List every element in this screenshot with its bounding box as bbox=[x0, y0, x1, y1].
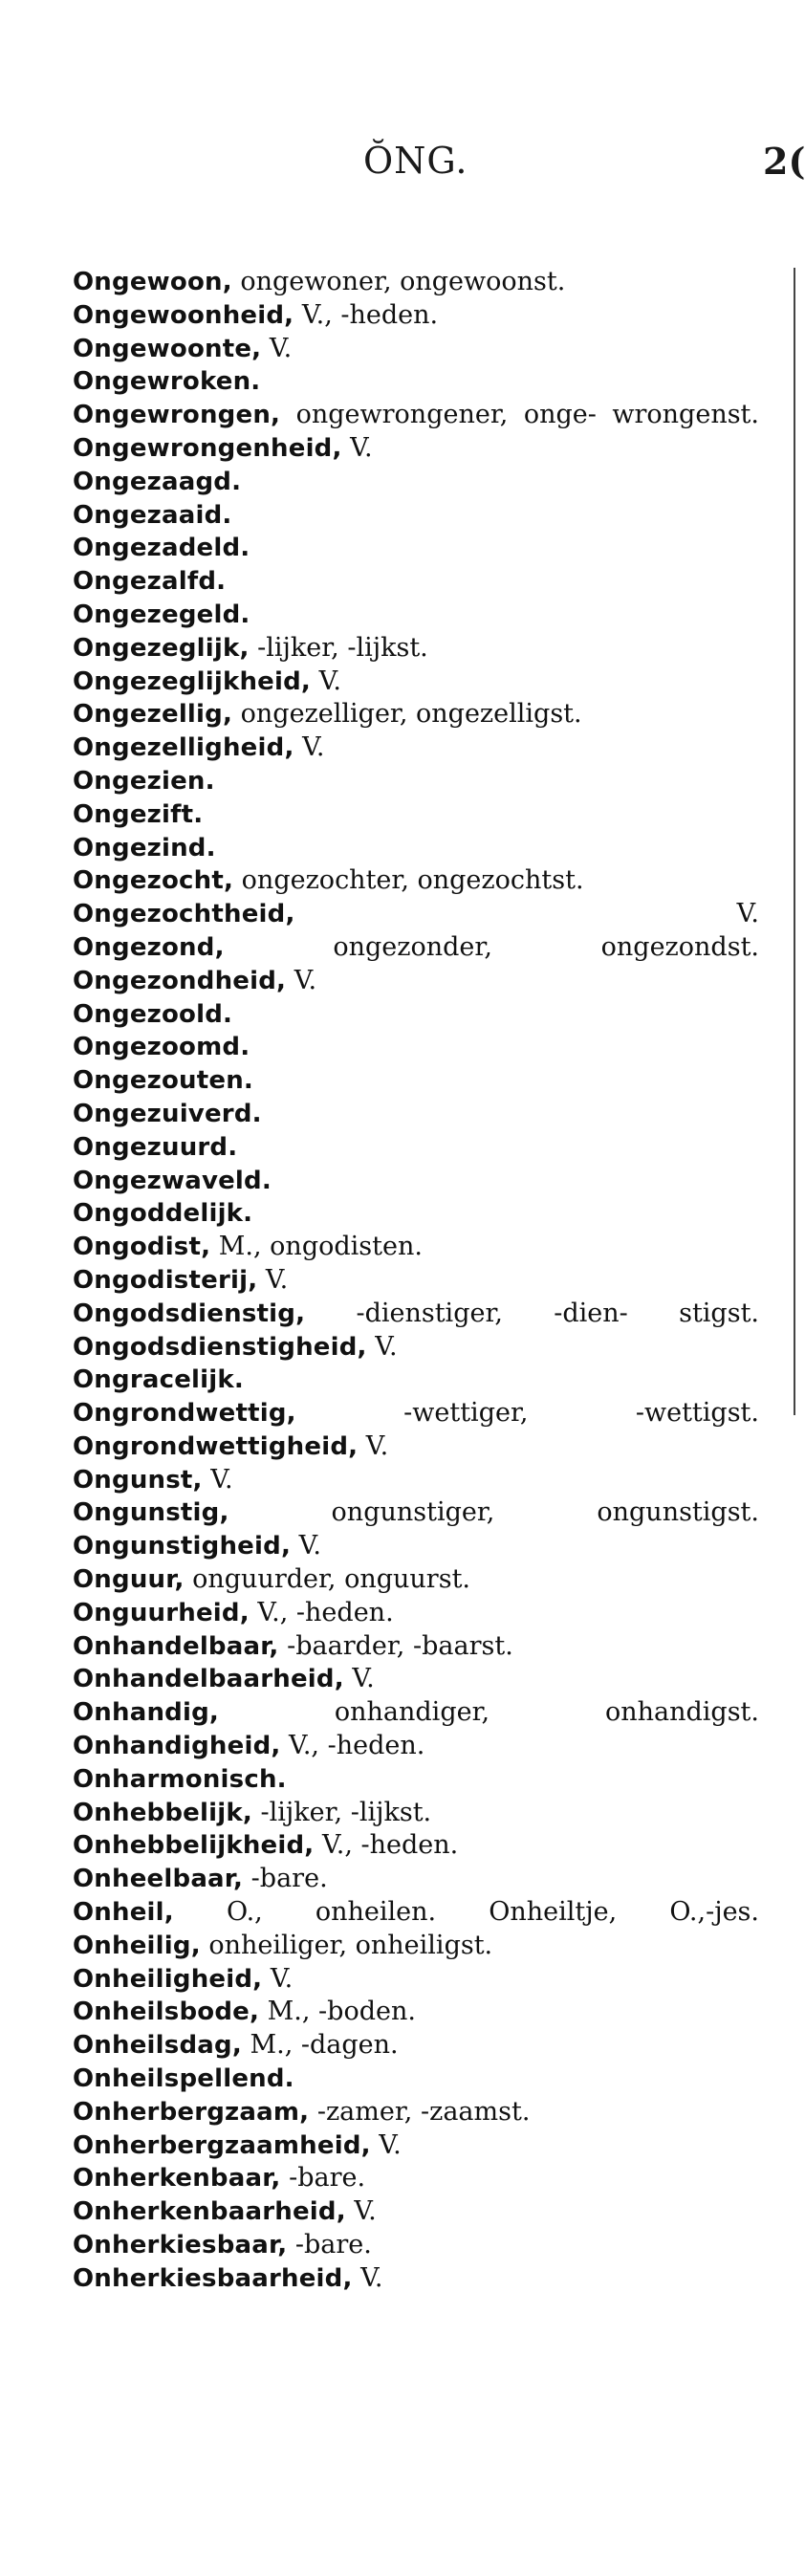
entry-headword: Onherbergzaam, bbox=[73, 2097, 310, 2127]
entry-inflection: ongunstiger, ongunstigst. bbox=[228, 1497, 759, 1528]
dictionary-entry bbox=[73, 1464, 759, 1497]
dictionary-entry bbox=[73, 864, 759, 898]
dictionary-entry bbox=[73, 365, 759, 399]
dictionary-entry bbox=[73, 1663, 759, 1696]
entry-headword: Ongewrongen, bbox=[73, 401, 281, 430]
entry-headword: Ongunstigheid, bbox=[73, 1532, 292, 1561]
entry-headword: Ongezadeld. bbox=[73, 534, 250, 563]
entry-headword: Onharmonisch. bbox=[73, 1764, 287, 1794]
dictionary-entry bbox=[73, 2096, 759, 2129]
dictionary-entry bbox=[73, 1696, 759, 1730]
entry-headword: Onherkenbaar, bbox=[73, 2164, 281, 2194]
entry-inflection: V., -heden. bbox=[280, 1731, 425, 1761]
entry-headword: Onhandelbaar, bbox=[73, 1631, 279, 1661]
dictionary-entry bbox=[73, 1364, 759, 1397]
entry-inflection: V. bbox=[294, 899, 759, 929]
dictionary-entry bbox=[73, 1829, 759, 1863]
dictionary-entry bbox=[73, 2029, 759, 2063]
dictionary-entry bbox=[73, 698, 759, 731]
entry-headword: Onheilspellend. bbox=[73, 2064, 294, 2094]
entry-inflection: -bare. bbox=[243, 1864, 328, 1894]
dictionary-entry bbox=[73, 1264, 759, 1298]
entry-inflection: V., -heden. bbox=[294, 299, 439, 330]
page-number: 2( bbox=[763, 140, 805, 183]
entry-headword: Ongewoonte, bbox=[73, 334, 262, 363]
entry-inflection: V. bbox=[202, 1464, 233, 1495]
entry-headword: Ongrondwettig, bbox=[73, 1399, 296, 1429]
entry-headword: Ongoddelijk. bbox=[73, 1199, 253, 1229]
dictionary-entry bbox=[73, 2262, 759, 2296]
running-head: ŎNG. bbox=[363, 140, 468, 182]
entry-inflection: -lijker, -lijkst. bbox=[251, 1797, 432, 1827]
entry-inflection: ongezonder, ongezondst. bbox=[224, 931, 759, 962]
entry-inflection: ongewrongener, onge- wrongenst. bbox=[280, 400, 759, 430]
entry-headword: Ongodisterij, bbox=[73, 1265, 258, 1295]
entry-inflection: V. bbox=[257, 1264, 289, 1295]
entry-inflection: ongezelliger, ongezelligst. bbox=[232, 699, 582, 730]
dictionary-entry bbox=[73, 632, 759, 666]
dictionary-entry bbox=[73, 1930, 759, 1963]
dictionary-entry bbox=[73, 1496, 759, 1530]
dictionary-entry bbox=[73, 1963, 759, 1997]
entry-headword: Ongezwaveld. bbox=[73, 1166, 272, 1195]
entry-headword: Ongodsdienstigheid, bbox=[73, 1332, 367, 1362]
entry-headword: Ongezellig, bbox=[73, 700, 233, 730]
dictionary-entry bbox=[73, 1630, 759, 1664]
dictionary-entry bbox=[73, 1031, 759, 1064]
entry-headword: Ongezien. bbox=[73, 766, 215, 796]
entry-inflection: onguurder, onguurst. bbox=[184, 1564, 470, 1595]
entry-inflection: onhandiger, onhandigst. bbox=[219, 1697, 759, 1728]
entry-headword: Ongezuurd. bbox=[73, 1132, 238, 1162]
dictionary-entry bbox=[73, 731, 759, 765]
dictionary-entry bbox=[73, 1797, 759, 1830]
entry-headword: Ongezift. bbox=[73, 799, 204, 829]
entry-inflection: V. bbox=[262, 1963, 294, 1994]
dictionary-entry bbox=[73, 1231, 759, 1264]
dictionary-entry bbox=[73, 1863, 759, 1896]
entry-inflection: V. bbox=[343, 1664, 375, 1694]
dictionary-entry bbox=[73, 532, 759, 565]
entry-headword: Ongodsdienstig, bbox=[73, 1299, 306, 1328]
dictionary-entry bbox=[73, 998, 759, 1032]
dictionary-entry bbox=[73, 798, 759, 832]
entry-headword: Onheilsdag, bbox=[73, 2031, 242, 2061]
entry-inflection: V. bbox=[345, 2196, 377, 2227]
dictionary-entry bbox=[73, 2229, 759, 2262]
entry-headword: Onheelbaar, bbox=[73, 1865, 244, 1894]
entry-headword: Ongezeglijkheid, bbox=[73, 666, 312, 696]
entry-headword: Ongezaaid. bbox=[73, 500, 232, 530]
entry-headword: Onhandigheid, bbox=[73, 1732, 281, 1761]
entry-headword: Onheilig, bbox=[73, 1931, 201, 1960]
dictionary-entry bbox=[73, 965, 759, 998]
dictionary-entry bbox=[73, 2195, 759, 2229]
dictionary-entry bbox=[73, 765, 759, 798]
dictionary-entry bbox=[73, 432, 759, 466]
entry-headword: Onherkenbaarheid, bbox=[73, 2197, 346, 2227]
entry-inflection: V. bbox=[291, 1531, 321, 1561]
dictionary-entry bbox=[73, 2129, 759, 2163]
dictionary-entry bbox=[73, 499, 759, 533]
dictionary-entry bbox=[73, 266, 759, 299]
entry-headword: Ongezind. bbox=[73, 833, 216, 862]
entry-headword: Ongezochtheid, bbox=[73, 900, 295, 929]
dictionary-entry bbox=[73, 333, 759, 366]
entry-headword: Ongezelligheid, bbox=[73, 733, 294, 763]
entry-headword: Ongezocht, bbox=[73, 866, 234, 896]
entry-headword: Ongewoonheid, bbox=[73, 300, 294, 330]
entry-inflection: V. bbox=[286, 965, 317, 995]
dictionary-entry bbox=[73, 1397, 759, 1430]
entry-headword: Ongezondheid, bbox=[73, 966, 287, 995]
entry-inflection: M., -boden. bbox=[259, 1997, 416, 2027]
entry-headword: Ongezaagd. bbox=[73, 467, 242, 496]
entry-headword: Ongezouten. bbox=[73, 1066, 254, 1096]
entry-inflection: ongewoner, ongewoonst. bbox=[231, 267, 566, 296]
entry-headword: Ongrondwettigheid, bbox=[73, 1431, 359, 1461]
dictionary-entry bbox=[73, 898, 759, 931]
entry-inflection: V. bbox=[311, 666, 341, 696]
entry-inflection: V. bbox=[294, 732, 325, 763]
entry-inflection: V. bbox=[352, 2262, 383, 2293]
entry-inflection: -baarder, -baarst. bbox=[278, 1630, 513, 1661]
entry-headword: Onheilsbode, bbox=[73, 1997, 260, 2027]
dictionary-entry bbox=[73, 1131, 759, 1165]
entry-headword: Onheiligheid, bbox=[73, 1964, 263, 1994]
dictionary-entry bbox=[73, 2063, 759, 2096]
entry-headword: Ongodist, bbox=[73, 1233, 211, 1262]
entry-inflection: ongezochter, ongezochtst. bbox=[233, 865, 584, 896]
dictionary-entry bbox=[73, 1098, 759, 1131]
page-header bbox=[0, 140, 805, 197]
entry-inflection: M., -dagen. bbox=[241, 2030, 399, 2061]
entry-inflection: V. bbox=[366, 1331, 398, 1362]
dictionary-entry bbox=[73, 1730, 759, 1763]
entry-headword: Ongezond, bbox=[73, 932, 225, 962]
dictionary-entry bbox=[73, 1331, 759, 1364]
dictionary-entry bbox=[73, 1597, 759, 1630]
dictionary-entry bbox=[73, 1298, 759, 1331]
dictionary-entry bbox=[73, 399, 759, 432]
dictionary-entry bbox=[73, 299, 759, 333]
entry-inflection: -bare. bbox=[287, 2230, 372, 2260]
dictionary-entry bbox=[73, 2162, 759, 2195]
entry-inflection: V., -heden. bbox=[249, 1597, 394, 1627]
entry-headword: Onhebbelijkheid, bbox=[73, 1831, 315, 1861]
entry-inflection: V. bbox=[358, 1430, 389, 1461]
entry-headword: Onheil, bbox=[73, 1898, 174, 1928]
entry-headword: Ongewroken. bbox=[73, 367, 261, 397]
entry-headword: Ongezegeld. bbox=[73, 600, 250, 629]
dictionary-entry bbox=[73, 1430, 759, 1464]
entry-headword: Ongewoon, bbox=[73, 268, 232, 296]
entry-inflection: O., onheilen. Onheiltje, O.,-jes. bbox=[173, 1897, 759, 1928]
dictionary-entry bbox=[73, 466, 759, 499]
entry-inflection: V., -heden. bbox=[314, 1830, 459, 1861]
entry-headword: Ongezoold. bbox=[73, 999, 233, 1029]
entry-inflection: -wettiger, -wettigst. bbox=[295, 1398, 759, 1429]
entry-inflection: V. bbox=[341, 432, 373, 463]
dictionary-entry bbox=[73, 666, 759, 699]
entry-inflection: V. bbox=[370, 2129, 402, 2160]
entry-inflection: -dienstiger, -dien- stigst. bbox=[305, 1298, 759, 1328]
entry-headword: Onhandelbaarheid, bbox=[73, 1665, 344, 1694]
dictionary-entry bbox=[73, 1530, 759, 1563]
entry-inflection: -lijker, -lijkst. bbox=[249, 632, 428, 663]
dictionary-column bbox=[73, 266, 759, 2296]
dictionary-entry bbox=[73, 832, 759, 865]
entry-headword: Ongracelijk. bbox=[73, 1365, 244, 1395]
dictionary-entry bbox=[73, 1996, 759, 2029]
entry-headword: Ongezalfd. bbox=[73, 567, 227, 597]
entry-headword: Ongezeglijk, bbox=[73, 633, 250, 663]
entry-headword: Ongezoomd. bbox=[73, 1033, 250, 1062]
entry-inflection: M., ongodisten. bbox=[210, 1232, 423, 1262]
dictionary-entry bbox=[73, 565, 759, 599]
entry-inflection: -zamer, -zaamst. bbox=[309, 2096, 531, 2127]
entry-headword: Ongewrongenheid, bbox=[73, 433, 342, 463]
entry-headword: Onguur, bbox=[73, 1565, 185, 1595]
dictionary-entry bbox=[73, 1197, 759, 1231]
dictionary-entry bbox=[73, 1763, 759, 1797]
entry-inflection: V. bbox=[261, 333, 293, 363]
entry-headword: Onherbergzaamheid, bbox=[73, 2130, 371, 2160]
entry-headword: Ongunst, bbox=[73, 1465, 203, 1495]
entry-headword: Ongezuiverd. bbox=[73, 1099, 262, 1128]
entry-headword: Onherkiesbaar, bbox=[73, 2231, 288, 2260]
entry-headword: Ongunstig, bbox=[73, 1498, 229, 1528]
entry-inflection: onheiliger, onheiligst. bbox=[200, 1930, 493, 1960]
dictionary-entry bbox=[73, 599, 759, 632]
dictionary-entry bbox=[73, 1064, 759, 1098]
dictionary-entry bbox=[73, 931, 759, 965]
column-rule bbox=[794, 268, 795, 1415]
dictionary-entry bbox=[73, 1165, 759, 1198]
entry-headword: Onguurheid, bbox=[73, 1598, 250, 1627]
entry-inflection: -bare. bbox=[280, 2163, 366, 2194]
entry-headword: Onherkiesbaarheid, bbox=[73, 2263, 353, 2293]
dictionary-entry bbox=[73, 1896, 759, 1930]
entry-headword: Onhebbelijk, bbox=[73, 1798, 252, 1827]
dictionary-entry bbox=[73, 1563, 759, 1597]
entry-headword: Onhandig, bbox=[73, 1698, 219, 1728]
